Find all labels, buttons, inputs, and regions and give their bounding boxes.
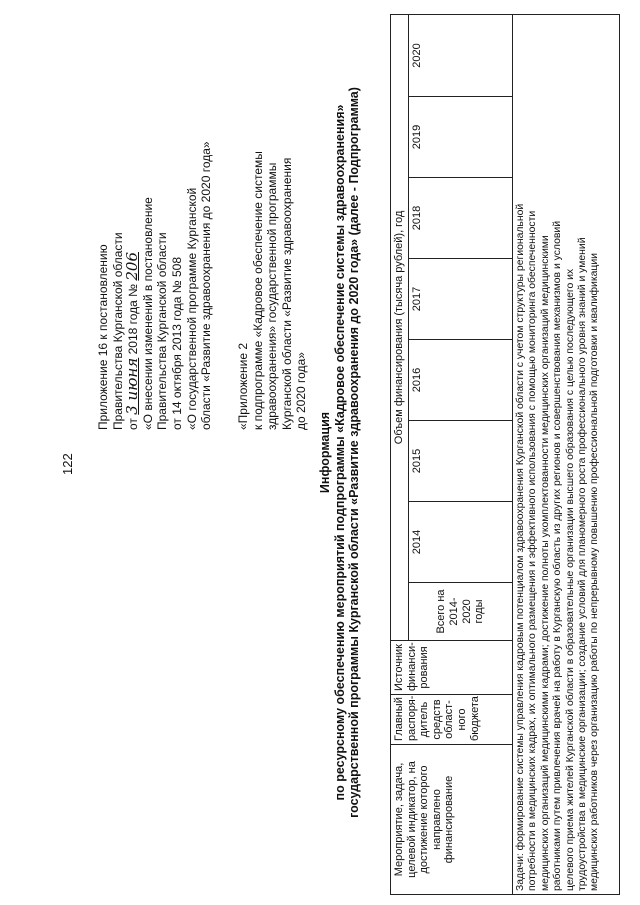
tasks-line: потребности в медицинских кадрах, их оптимального размещения и эффективного использования с помощью мониторинга обеспеченности xyxy=(527,210,539,891)
date-prefix: от xyxy=(126,418,141,430)
header-year-2015: 2015 xyxy=(409,421,513,502)
header-year-2017: 2017 xyxy=(409,259,513,340)
title-line: государственной программы Курганской области «Развитие здравоохранения до 2020 года» (далее - Подпрограмма) xyxy=(347,87,362,818)
header-year-2020: 2020 xyxy=(409,14,513,96)
appendix-16-line: Правительства Курганской области xyxy=(155,232,170,430)
header-measure-line: направлено финансирование xyxy=(430,775,456,864)
appendix-2-line: к подпрограмме «Кадровое обеспечение системы xyxy=(250,151,265,430)
appendix-16-line: Правительства Курганской области xyxy=(110,232,125,430)
header-year-2018: 2018 xyxy=(409,178,513,259)
page-number: 122 xyxy=(60,453,75,475)
header-total xyxy=(409,583,513,641)
header-manager-line: Главный xyxy=(393,697,405,741)
appendix-16-date-line xyxy=(125,141,141,430)
appendix-16-line: от 14 октября 2013 года № 508 xyxy=(169,256,184,430)
header-manager xyxy=(391,695,513,745)
header-source-line: Источник xyxy=(393,644,405,691)
appendix-2-line: здравоохранения» государственной программы xyxy=(265,162,280,430)
date-year: 2018 года № xyxy=(126,283,141,355)
header-source xyxy=(391,641,513,695)
title-line: по ресурсному обеспечению мероприятий подпрограммы «Кадровое обеспечение системы здравоохранения» xyxy=(332,104,347,801)
header-total-line: 2014-2020 xyxy=(447,597,473,626)
tasks-line: работниками путем привлечения врачей на работу в Курганскую область из других регионов и совершенствования механизмов и условий xyxy=(552,220,564,891)
tasks-row xyxy=(513,14,620,894)
appendix-16-line: Приложение 16 к постановлению xyxy=(96,244,110,430)
header-measure-line: достижение которого xyxy=(418,765,431,874)
appendix-2-line: до 2020 года» xyxy=(294,352,309,430)
tasks-line: Задачи: формирование системы управления кадровым потенциалом здравоохранения Курганской области с учетом структуры региональной xyxy=(515,203,526,891)
header-total-line: Всего на xyxy=(435,589,448,634)
tasks-line: медицинских организаций медицинскими кадрами; достижение полноты укомплектованности медицинских организаций медицинскими xyxy=(539,235,551,891)
appendix-2-line: Курганской области «Развитие здравоохранения xyxy=(279,157,294,430)
header-manager-line: дитель xyxy=(418,701,431,738)
header-measure-line: Мероприятие, задача, xyxy=(393,762,405,877)
tasks-line: трудоустройства в медицинские организации; создание условий для планомерного роста профессионального уровня знаний и умений xyxy=(577,237,589,891)
header-total-line: годы xyxy=(473,599,486,624)
handwritten-number: 206 xyxy=(123,251,142,281)
header-manager-line: бюджета xyxy=(468,696,481,741)
tasks-line: медицинских работников через организацию работы по непрерывному повышению профессиональной подготовки и квалификации xyxy=(589,253,601,891)
document-title xyxy=(318,0,362,905)
header-manager-line: средств xyxy=(430,699,443,740)
appendix-16-line: «О государственной программе Курганской xyxy=(184,187,199,430)
header-measure xyxy=(391,745,513,895)
title-line: Информация xyxy=(318,411,332,494)
header-year-2016: 2016 xyxy=(409,340,513,421)
header-manager-line: ного xyxy=(455,708,468,731)
header-year-2014: 2014 xyxy=(409,502,513,583)
appendix-16-line: области «Развитие здравоохранения до 2020 года» xyxy=(199,141,214,430)
header-source-line: финанси- xyxy=(405,642,418,691)
handwritten-date: 3 июня xyxy=(123,357,142,415)
header-manager-line: распоря- xyxy=(405,695,418,741)
funding-table xyxy=(390,14,620,895)
appendix-16-heading xyxy=(96,141,214,430)
header-manager-line: област- xyxy=(443,700,456,739)
header-source-line: рования xyxy=(418,646,431,689)
appendix-2-line: «Приложение 2 xyxy=(236,342,250,430)
header-measure-line: целевой индикатор, на xyxy=(405,761,418,878)
header-year-2019: 2019 xyxy=(409,97,513,178)
appendix-2-heading xyxy=(236,151,309,430)
tasks-line: целевого приема жителей Курганской области в образовательные организации высшего образования с целью последующего их xyxy=(564,268,576,891)
header-funding-volume: Объем финансирования (тысяча рублей), год xyxy=(391,14,409,640)
appendix-16-line: «О внесении изменений в постановление xyxy=(140,197,155,430)
